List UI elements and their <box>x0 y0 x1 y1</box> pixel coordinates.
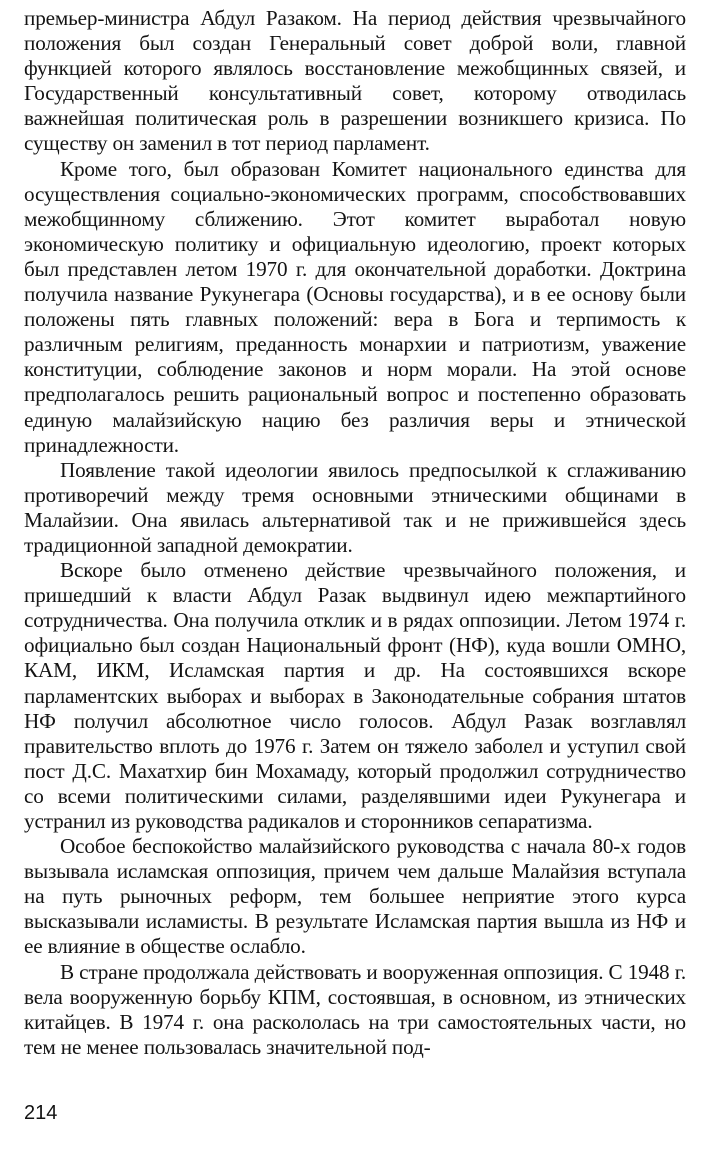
paragraph: Кроме того, был образован Комитет национального единства для осуществления социально-экономических программ, способствовавших межобщинному сближению. Этот комитет выработал новую экономическую политику и официальную идеологию, проект которых был представлен летом 1970 г. для окончательной доработки. Доктрина получила название Рукунегара (Основы государства), и в ее основу были положены пять главных положений: вера в Бога и терпимость к различным религиям, преданность монархии и патриотизм, уважение конституции, соблюдение законов и норм морали. На этой основе предполагалось решить рациональный вопрос и постепенно образовать единую малайзийскую нацию без различия веры и этнической принадлежности. <box>24 156 686 457</box>
paragraph: В стране продолжала действовать и вооруженная оппозиция. С 1948 г. вела вооруженную борьбу КПМ, состоявшая, в основном, из этнических китайцев. В 1974 г. она раскололась на три самостоятельных части, но тем не менее пользовалась значительной под- <box>24 959 686 1059</box>
paragraph: Вскоре было отменено действие чрезвычайного положения, и пришедший к власти Абдул Разак выдвинул идею межпартийного сотрудничества. Она получила отклик и в рядах оппозиции. Летом 1974 г. официально был создан Национальный фронт (НФ), куда вошли ОМНО, КАМ, ИКМ, Исламская партия и др. На состоявшихся вскоре парламентских выборах и выборах в Законодательные собрания штатов НФ получил абсолютное число голосов. Абдул Разак возглавлял правительство вплоть до 1976 г. Затем он тяжело заболел и уступил свой пост Д.С. Махатхир бин Мохамаду, который продолжил сотрудничество со всеми политическими силами, разделявшими идеи Рукунегара и устранил из руководства радикалов и сторонников сепаратизма. <box>24 558 686 833</box>
paragraph-continued: премьер-министра Абдул Разаком. На период действия чрезвычайного положения был создан Генеральный совет доброй воли, главной функцией которого являлось восстановление межобщинных связей, и Государственный консультативный совет, которому отводилась важнейшая политическая роль в разрешении возникшего кризиса. По существу он заменил в тот период парламент. <box>24 6 686 156</box>
page-number: 214 <box>24 1102 58 1124</box>
paragraph: Особое беспокойство малайзийского руководства с начала 80-х годов вызывала исламская оппозиция, причем чем дальше Малайзия вступала на путь рыночных реформ, тем большее неприятие этого курса высказывали исламисты. В результате Исламская партия вышла из НФ и ее влияние в обществе ослабло. <box>24 834 686 959</box>
page-body-text <box>24 6 686 1060</box>
paragraph: Появление такой идеологии явилось предпосылкой к сглаживанию противоречий между тремя основными этническими общинами в Малайзии. Она явилась альтернативой так и не прижившейся здесь традиционной западной демократии. <box>24 457 686 557</box>
